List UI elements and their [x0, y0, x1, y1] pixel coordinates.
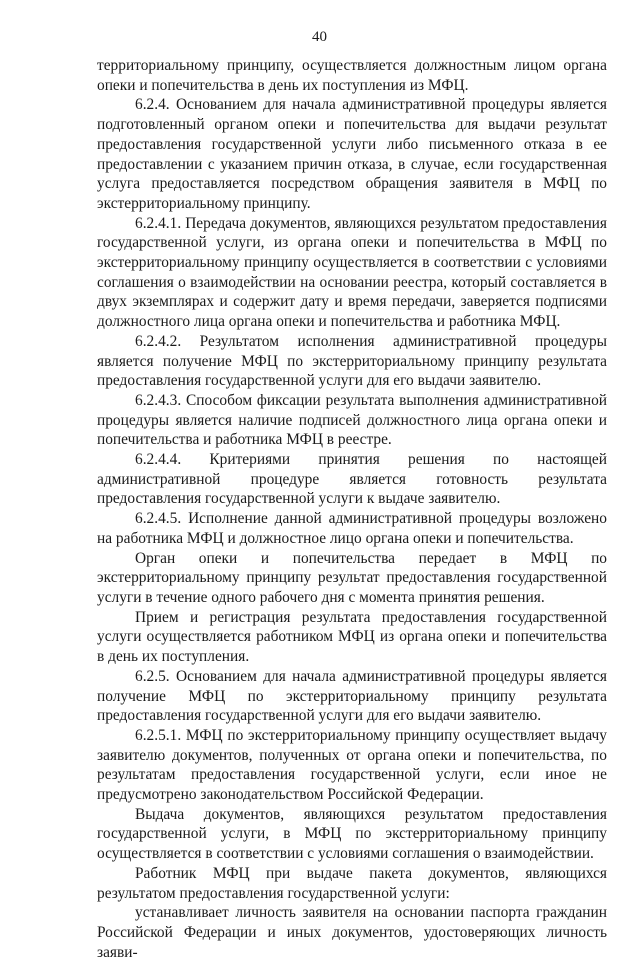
paragraph: 6.2.4.4. Критериями принятия решения по настоящей административной процедуре является готовность результата предоставления государственной услуги к выдаче заявителю.	[97, 451, 607, 508]
paragraph: Выдача документов, являющихся результатом предоставления государственной услуги, в МФЦ по экстерриториальному принципу осуществляется в соответствии с условиями соглашения о взаимодействии.	[97, 805, 607, 863]
paragraph: территориальному принципу, осуществляется должностным лицом органа опеки и попечительства в день их поступления из МФЦ.	[97, 57, 607, 94]
paragraph: 6.2.4.5. Исполнение данной административной процедуры возложено на работника МФЦ и должностное лицо органа опеки и попечительства.	[97, 510, 607, 547]
paragraph: 6.2.5.1. МФЦ по экстерриториальному принципу осуществляет выдачу заявителю документов, полученных от органа опеки и попечительства, по результатам предоставления государственной услуги, если иное не предусмотрено законодательством Российской Федерации.	[97, 726, 607, 804]
paragraph: устанавливает личность заявителя на основании паспорта гражданин Российской Федерации и иных документов, удостоверяющих личность заяви-	[97, 904, 607, 961]
paragraph: Прием и регистрация результата предоставления государственной услуги осуществляется работником МФЦ из органа опеки и попечительства в день их поступления.	[97, 608, 607, 666]
paragraph: Орган опеки и попечительства передает в МФЦ по экстерриториальному принципу результат предоставления государственной услуги в течение одного рабочего дня с момента принятия решения.	[97, 549, 607, 606]
paragraph: 6.2.5. Основанием для начала административной процедуры является получение МФЦ по экстерриториальному принципу результата предоставления государственной услуги для его выдачи заявителю.	[97, 667, 607, 725]
paragraph: 6.2.4. Основанием для начала административной процедуры является подготовленный органом опеки и попечительства для выдачи результат предоставления государственной услуги либо письменного отказа в ее предоставлении с указанием причин отказа, в случае, если государственная услуга предоставляется посредством обращения заявителя в МФЦ по экстерриториальному принципу.	[97, 96, 607, 212]
paragraph: 6.2.4.3. Способом фиксации результата выполнения административной процедуры является наличие подписей должностного лица органа опеки и попечительства и работника МФЦ в реестре.	[97, 391, 607, 449]
paragraph: 6.2.4.1. Передача документов, являющихся результатом предоставления государственной услуги, из органа опеки и попечительства в МФЦ по экстерриториальному принципу осуществляется в соответствии с условиями соглашения о взаимодействии на основании реестра, который составляется в двух экземплярах и содержит дату и время передачи, заверяется подписями должностного лица органа опеки и попечительства и работника МФЦ.	[97, 214, 607, 331]
document-body	[97, 56, 607, 962]
paragraph: Работник МФЦ при выдаче пакета документов, являющихся результатом предоставления государственной услуги:	[97, 864, 607, 902]
page-number: 40	[312, 29, 327, 45]
paragraph: 6.2.4.2. Результатом исполнения административной процедуры является получение МФЦ по экстерриториальному принципу результата предоставления государственной услуги для его выдачи заявителю.	[97, 332, 607, 390]
